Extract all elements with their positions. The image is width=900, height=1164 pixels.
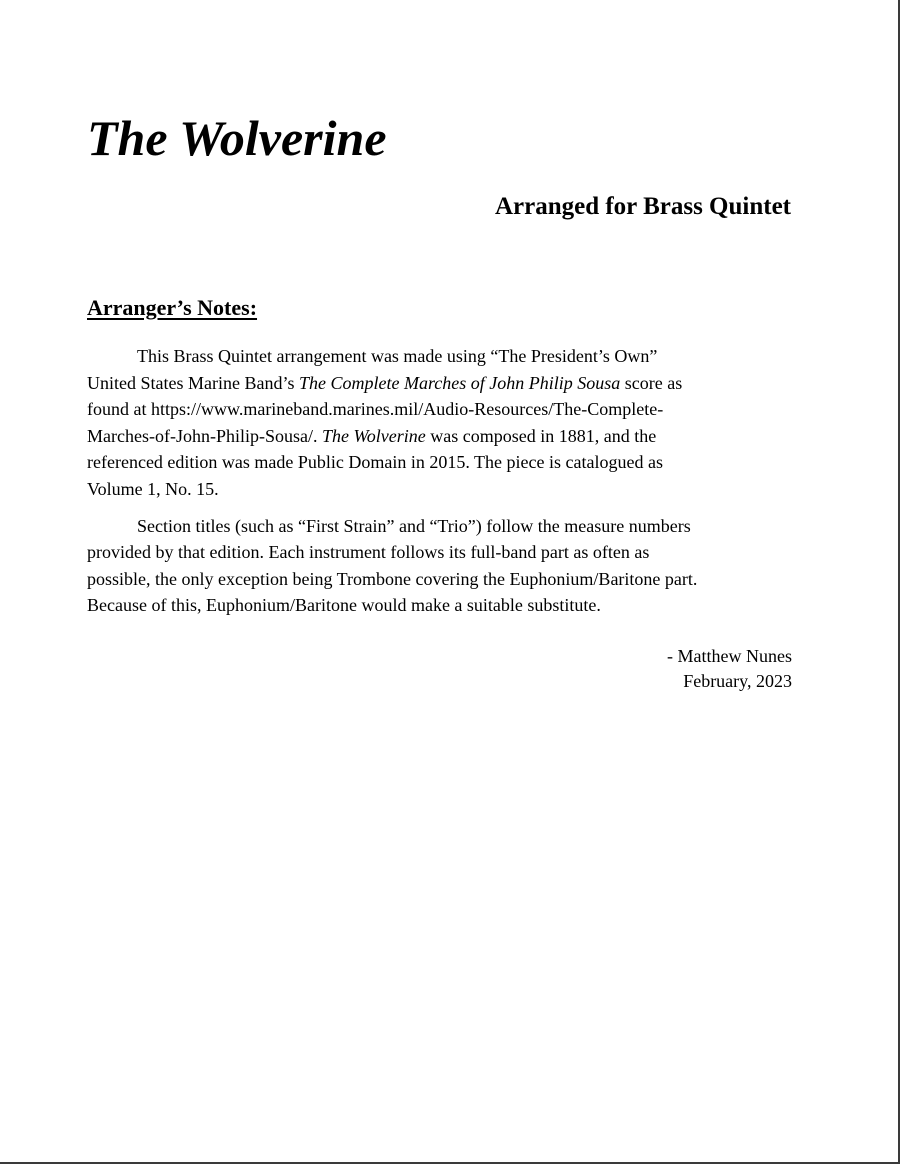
- paragraph-line: Volume 1, No. 15.: [87, 478, 219, 499]
- paragraph-line: This Brass Quintet arrangement was made using “The President’s Own”: [137, 346, 658, 366]
- notes-paragraph-2: [87, 513, 797, 619]
- document-subtitle: Arranged for Brass Quintet: [494, 193, 791, 220]
- paragraph-line: provided by that edition. Each instrument follows its full-band part as often as: [87, 542, 650, 563]
- paragraph-line: possible, the only exception being Trombone covering the Euphonium/Baritone part.: [87, 568, 698, 589]
- document-title: The Wolverine: [87, 110, 387, 166]
- arrangers-notes-heading: Arranger’s Notes:: [87, 295, 258, 320]
- paragraph-line: Section titles (such as “First Strain” and “Trio”) follow the measure numbers: [137, 515, 691, 536]
- paragraph-line: referenced edition was made Public Domain in 2015. The piece is catalogued as: [87, 452, 663, 473]
- signature-date: February, 2023: [683, 670, 792, 691]
- paragraph-line: [87, 423, 797, 450]
- signature-block: [667, 644, 792, 693]
- paragraph-line: Because of this, Euphonium/Baritone would make a suitable substitute.: [87, 595, 601, 616]
- paragraph-line: [87, 370, 797, 397]
- piece-title-italic: The Wolverine: [321, 425, 426, 446]
- paragraph-line: found at https://www.marineband.marines.mil/Audio-Resources/The-Complete-: [87, 399, 664, 420]
- score-title-italic: The Complete Marches of John Philip Sousa: [298, 372, 621, 393]
- notes-body: [87, 343, 797, 619]
- paragraph-text: Marches-of-John-Philip-Sousa/.: [87, 425, 322, 446]
- signature-name: - Matthew Nunes: [667, 646, 792, 666]
- notes-paragraph-1: [87, 343, 797, 503]
- paragraph-text: score as: [620, 372, 683, 393]
- paragraph-text: was composed in 1881, and the: [425, 425, 657, 446]
- paragraph-text: United States Marine Band’s: [87, 372, 299, 393]
